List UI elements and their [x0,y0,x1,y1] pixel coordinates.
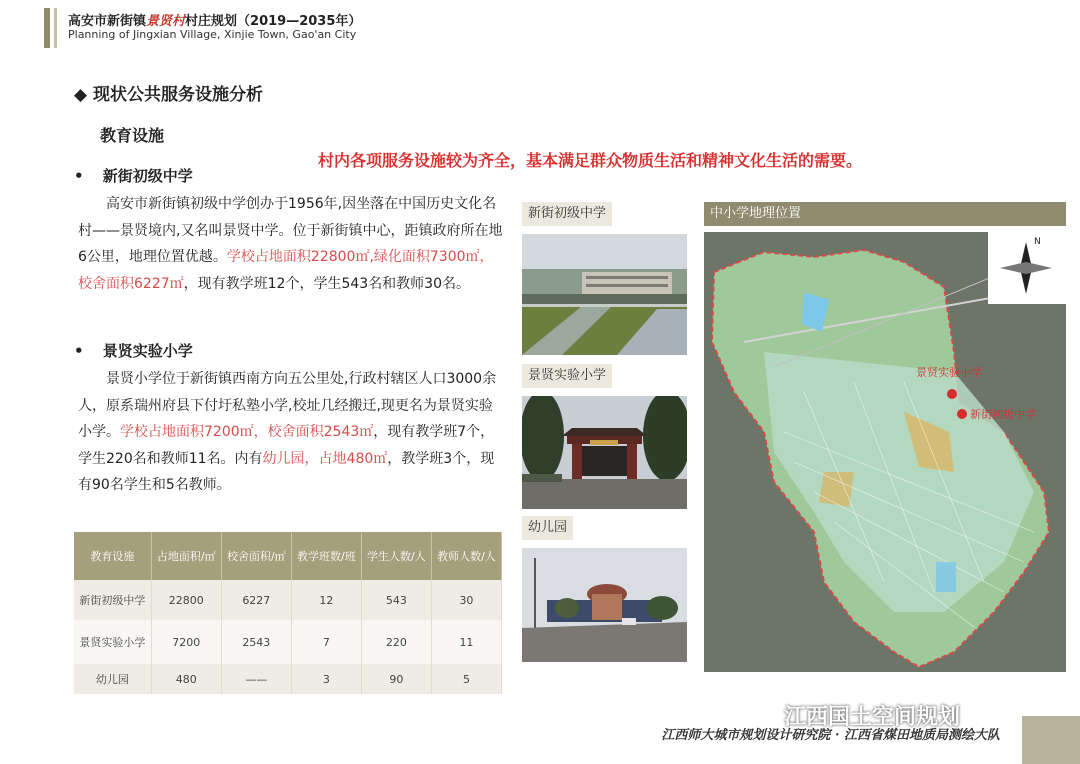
table-cell: 景贤实验小学 [74,620,151,664]
table-cell: 幼儿园 [74,664,151,694]
photo-label-middle-school: 新街初级中学 [522,202,612,226]
map-title: 中小学地理位置 [704,202,1066,226]
watermark: 江西国土空间规划 [784,705,961,730]
school2-heading [74,340,193,361]
school2-paragraph: 景贤小学位于新街镇西南方向五公里处,行政村辖区人口3000余人，原系瑞州府县下付圩私塾小学,校址几经搬迁,现更名为景贤实验小学。学校占地面积7200㎡，校舍面积2543㎡，现有教学班7个，学生220名和教师11名。内有幼儿园，占地480㎡，教学班3个，现有90名学生和5名教师。 [78,371,497,493]
section-title: ◆ 现状公共服务设施分析 [74,85,263,105]
header-accent-bar-light [54,8,57,48]
school1-heading [74,165,193,186]
kindergarten-photo [522,548,687,662]
table-cell: 22800 [151,580,221,620]
table-cell: 543 [361,580,431,620]
table-header-row [74,532,502,580]
north-label: N [1034,237,1041,247]
primary-school-marker-icon [947,389,957,399]
table-header: 教育设施 [74,532,151,580]
village-boundary-map [704,232,1066,672]
table-cell: 新街初级中学 [74,580,151,620]
primary-school-image [522,396,687,509]
photo-label-kindergarten: 幼儿园 [522,516,573,540]
school1-name: 新街初级中学 [102,167,193,185]
education-facilities-table [74,532,502,694]
bullet-icon: • [74,342,84,360]
footer-corner-block [1022,716,1080,764]
school2-name: 景贤实验小学 [102,342,193,360]
table-header: 学生人数/人 [361,532,431,580]
table-header: 教师人数/人 [431,532,501,580]
school1-stats: 学校占地面积22800㎡,绿化面积7300㎡，校舍面积6227㎡ [78,249,494,292]
table-row [74,620,502,664]
map-marker-primary-school: 景贤实验小学 [916,366,982,379]
primary-school-photo [522,396,687,509]
table-cell: 7 [291,620,361,664]
table-header: 占地面积/㎡ [151,532,221,580]
page-title: 高安市新街镇景贤村村庄规划（2019—2035年） [68,14,362,29]
photo-label-primary-school: 景贤实验小学 [522,364,612,388]
middle-school-image [522,234,687,355]
table-cell: 5 [431,664,501,694]
middle-school-photo [522,234,687,355]
table-cell: 30 [431,580,501,620]
table-cell: 6227 [221,580,291,620]
highlight-note: 村内各项服务设施较为齐全，基本满足群众物质生活和精神文化生活的需要。 [318,151,863,170]
location-map [704,232,1066,672]
table-cell: 220 [361,620,431,664]
footer-credits: 江西师大城市规划设计研究院 · 江西省煤田地质局测绘大队 [661,728,1000,743]
diamond-icon: ◆ [74,85,88,105]
table-header: 教学班数/班 [291,532,361,580]
table-cell: 11 [431,620,501,664]
table-cell: 480 [151,664,221,694]
school1-paragraph: 高安市新街镇初级中学创办于1956年,因坐落在中国历史文化名村——景贤境内,又名叫景贤中学。位于新街镇中心，距镇政府所在地6公里，地理位置优越。学校占地面积22800㎡,绿化面积7300㎡，校舍面积6227㎡，现有教学班12个，学生543名和教师30名。 [78,196,503,292]
middle-school-marker-icon [957,409,967,419]
page-title-village: 景贤村 [146,14,186,29]
table-cell: 2543 [221,620,291,664]
table-cell: 3 [291,664,361,694]
bullet-icon: • [74,167,84,185]
map-marker-middle-school: 新街初级中学 [970,408,1036,421]
table-row [74,664,502,694]
sub-title: 教育设施 [100,126,165,145]
table-header: 校舍面积/㎡ [221,532,291,580]
table-cell: 7200 [151,620,221,664]
table-cell: —— [221,664,291,694]
kindergarten-image [522,548,687,662]
school2-stats: 学校占地面积7200㎡，校舍面积2543㎡ [120,424,374,440]
header-accent-bar [44,8,50,48]
table-cell: 12 [291,580,361,620]
kindergarten-stats: 幼儿园，占地480㎡ [262,450,388,467]
table-cell: 90 [361,664,431,694]
page-subtitle: Planning of Jingxian Village, Xinjie Town, Gao'an City [68,28,357,41]
table-row [74,580,502,620]
